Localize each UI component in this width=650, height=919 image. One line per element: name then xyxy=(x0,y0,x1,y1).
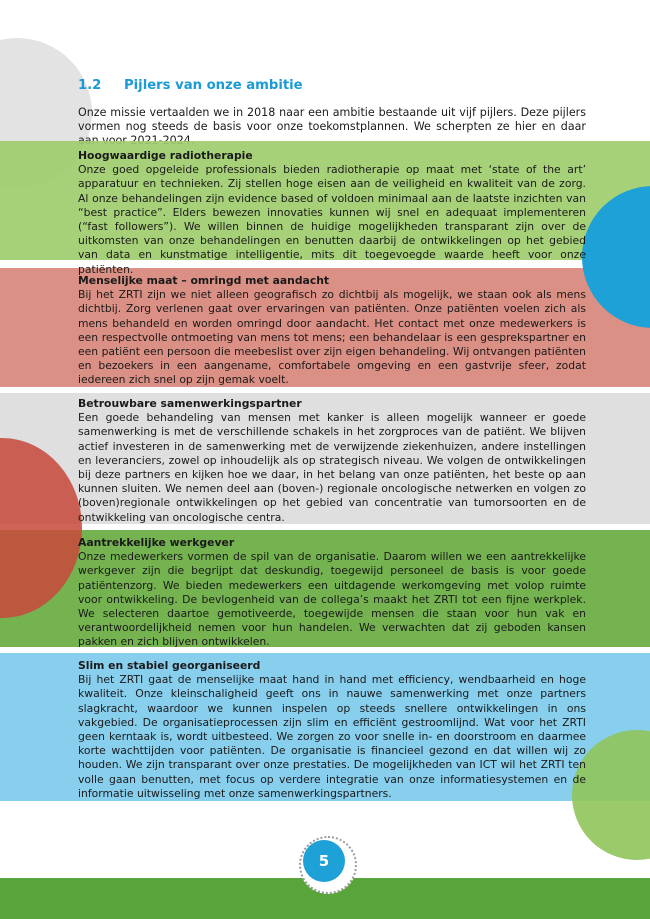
pillar-title: Hoogwaardige radiotherapie xyxy=(78,149,253,162)
pillar-samenwerkingspartner xyxy=(78,397,586,525)
pillar-title: Slim en stabiel georganiseerd xyxy=(78,659,261,672)
page-number: 5 xyxy=(303,840,345,882)
pillar-title: Betrouwbare samenwerkingspartner xyxy=(78,397,302,410)
pillar-text: Onze goed opgeleide professionals bieden radiotherapie op maat met ‘state of the art’ apparatuur en technieken. Zij stellen hoge eisen aan de veiligheid en kwaliteit van de zorg. Al onze behandelingen zijn evidence based of voldoen minimaal aan de laatste inzichten van “best practice”. Elders bewezen innovaties kunnen wij snel en adequaat implementeren (“fast followers”). We willen binnen de huidige mogelijkheden transparant zijn over de uitkomsten van onze behandelingen en benutten daarbij de ontwikkelingen op het gebied van data en kunstmatige intelligentie, mits dit toegevoegde waarde heeft voor onze patiënten. xyxy=(78,163,586,276)
section-intro: Onze missie vertaalden we in 2018 naar een ambitie bestaande uit vijf pijlers. Deze pijlers vormen nog steeds de basis voor onze toekomstplannen. We scherpten ze hier en daar xyxy=(78,106,586,134)
pillar-georganiseerd xyxy=(78,659,586,801)
pillar-text: Onze medewerkers vormen de spil van de organisatie. Daarom willen we een aantrekkelijke werkgever zijn die begrijpt dat deskundig, toegewijd personeel de basis is voor goede patiëntenzorg. We bieden medewerkers een uitdagende werkomgeving met volop ruimte voor ontwikkeling. De bevlogenheid van de collega’s maakt het ZRTI tot een fijne werkplek. We selecteren daartoe gemotiveerde, toegewijde mensen die staan voor hun vak en verantwoordelijkheid nemen voor hun handelen. We verwachten dat zij geboden kansen pakken en zich blijven ontwikkelen. xyxy=(78,550,586,649)
pillar-title: Menselijke maat – omringd met aandacht xyxy=(78,274,330,287)
section-number: 1.2 xyxy=(78,78,102,93)
pillar-text: Een goede behandeling van mensen met kanker is alleen mogelijk wanneer er goede samenwerking is met de verschillende schakels in het zorgproces van de patiënt. We blijven actief investeren in de samenwerking met de verwijzende ziekenhuizen, andere instellingen en leveranciers, zowel op inhoudelijk als op strategisch niveau. We volgen de ontwikkelingen bij deze partners en kijken hoe we daar, in het belang van onze patiënten, het beste op aan kunnen sluiten. We nemen deel aan (boven-) regionale oncologische netwerken en volgen zo (boven)regionale ontwikkelingen op het gebied van concentratie van tumorsoorten en de ontwikkeling van oncologische centra. xyxy=(78,411,586,524)
pillar-title: Aantrekkelijke werkgever xyxy=(78,536,235,549)
section-title: Pijlers van onze ambitie xyxy=(124,78,303,93)
pillar-werkgever xyxy=(78,536,586,650)
pillar-radiotherapie xyxy=(78,149,586,277)
pillar-menselijke-maat xyxy=(78,274,586,388)
pillar-text: Bij het ZRTI zijn we niet alleen geografisch zo dichtbij als mogelijk, we staan ook als mens dichtbij. Zorg verlenen gaat over ervaringen van patiënten. Onze patiënten voelen zich als mens behandeld en worden omringd door aandacht. Het contact met onze medewerkers is een respectvolle ontmoeting van mens tot mens; een behandelaar is een gesprekspartner en een patiënt een persoon die meebeslist over zijn eigen behandeling. Wij ontvangen patiënten en bezoekers in een aangename, comfortabele omgeving en een gastvrije sfeer, zodat iedereen zich snel op zijn gemak voelt. xyxy=(78,288,586,387)
pillar-text: Bij het ZRTI gaat de menselijke maat hand in hand met efficiency, wendbaarheid en hoge kwaliteit. Onze kleinschaligheid geeft ons in nauwe samenwerking met onze partners slagkracht, waardoor we kunnen inspelen op steeds snellere ontwikkelingen in ons vakgebied. De organisatieprocessen zijn slim en efficiënt gestroomlijnd. Wat voor het ZRTI geen kerntaak is, wordt uitbesteed. We zorgen zo voor snelle in- en doorstroom en daarmee korte wachttijden voor patiënten. De organisatie is financieel gezond en dat willen wij zo houden. We zijn transparant over onze prestaties. De mogelijkheden van ICT wil het ZRTI ten volle gaan benutten, met focus op verdere integratie van onze informatiesystemen en de informatie uitwisseling met onze samenwerkingspartners. xyxy=(78,673,586,800)
section-heading xyxy=(78,78,303,93)
